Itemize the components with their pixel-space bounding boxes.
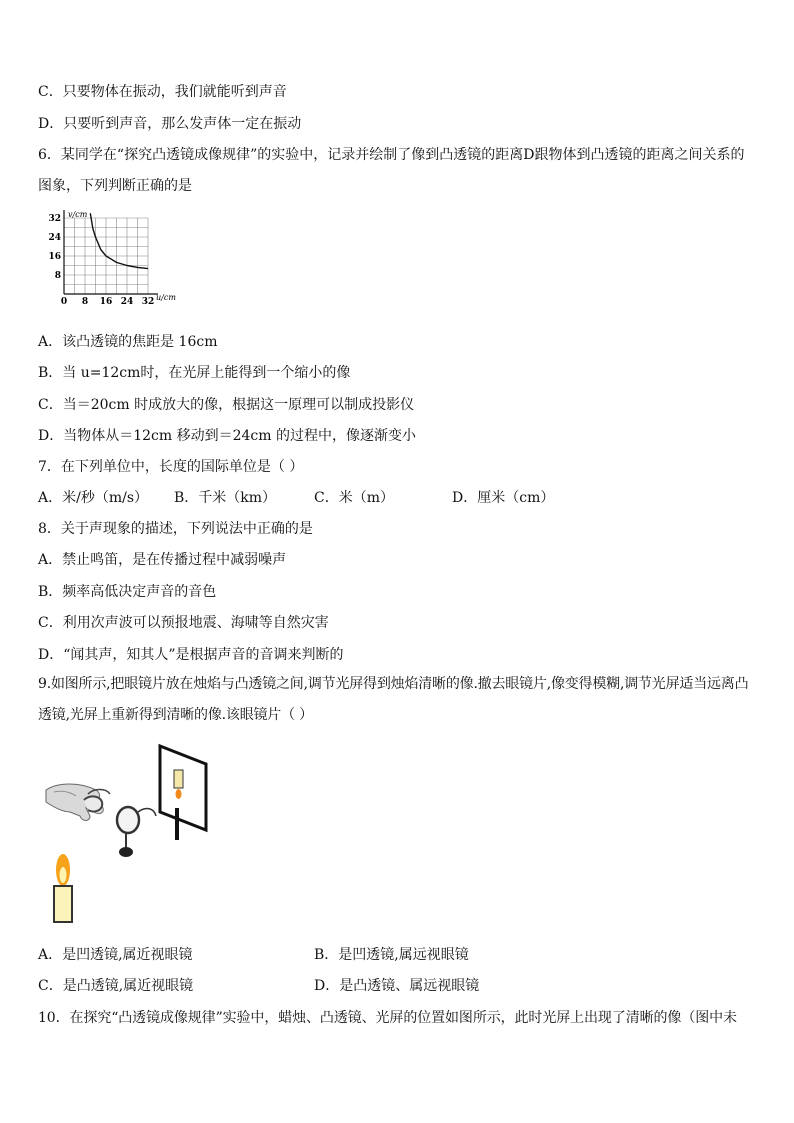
q7-options: [38, 489, 758, 507]
x-tick-label-24: 24: [120, 297, 134, 307]
q6-stem-line1: 6．某同学在“探究凸透镜成像规律”的实验中，记录并绘制了像到凸透镜的距离D跟物体到凸透镜的距离之间关系的: [38, 147, 745, 163]
q6-option-b: B．当 u=12cm时，在光屏上能得到一个缩小的像: [38, 365, 351, 381]
q8-option-a: A．禁止鸣笛，是在传播过程中减弱噪声: [38, 552, 287, 568]
q6-option-c: C．当＝20cm 时成放大的像，根据这一原理可以制成投影仪: [38, 397, 415, 413]
screen-image-candle: [174, 770, 183, 788]
y-tick-label-24: 24: [48, 233, 61, 243]
y-tick-label-8: 8: [54, 271, 61, 281]
q7-option-c: C．米（m）: [314, 490, 394, 506]
q7-stem: 7．在下列单位中，长度的国际单位是（ ）: [38, 459, 304, 475]
x-tick-label-8: 8: [81, 297, 89, 307]
q6-option-d: D．当物体从＝12cm 移动到＝24cm 的过程中，像逐渐变小: [38, 428, 416, 444]
q6-option-a: A．该凸透镜的焦距是 16cm: [38, 334, 218, 350]
x-tick-label-16: 16: [99, 297, 113, 307]
lens-stand-base: [119, 847, 133, 857]
option-c-prev: C．只要物体在振动，我们就能听到声音: [38, 84, 287, 100]
q9-option-a: A．是凹透镜,属近视眼镜: [38, 947, 193, 963]
q9-options-row2: [38, 977, 758, 995]
q9-option-b: B．是凹透镜,属远视眼镜: [314, 947, 469, 963]
q9-options-row1: [38, 946, 758, 964]
candle-icon: [54, 886, 72, 922]
y-tick-label-16: 16: [48, 252, 61, 262]
v-u-graph: [40, 208, 200, 320]
x-tick-label-32: 32: [141, 297, 155, 307]
x-tick-label-0: 0: [60, 297, 68, 307]
option-d-prev: D．只要听到声音，那么发声体一定在振动: [38, 116, 302, 132]
q7-option-d: D．厘米（cm）: [452, 490, 555, 506]
q9-option-d: D．是凸透镜、属远视眼镜: [314, 978, 480, 994]
q9-stem: 9.如图所示,把眼镜片放在烛焰与凸透镜之间,调节光屏得到烛焰清晰的像.撤去眼镜片,像变得模糊,调节光屏适当远离凸透镜,光屏上重新得到清晰的像.该眼镜片（ ）: [38, 676, 749, 723]
lens-experiment-illustration: [40, 742, 220, 927]
q7-option-a: A．米/秒（m/s）: [38, 490, 149, 506]
q10-stem: 10．在探究“凸透镜成像规律”实验中，蜡烛、凸透镜、光屏的位置如图所示，此时光屏上出现了清晰的像（图中未: [38, 1010, 737, 1026]
q6-stem: [38, 140, 758, 202]
series-line-v-u: [90, 213, 148, 268]
q6-stem-line2: 图象，下列判断正确的是: [38, 178, 192, 194]
q8-option-b: B．频率高低决定声音的音色: [38, 584, 217, 600]
q8-stem: 8．关于声现象的描述，下列说法中正确的是: [38, 521, 313, 537]
x-axis-label: u/cm: [156, 293, 176, 302]
q9-option-c: C．是凸透镜,属近视眼镜: [38, 978, 194, 994]
screen-image-flame: [176, 789, 182, 799]
q8-option-c: C．利用次声波可以预报地震、海啸等自然灾害: [38, 615, 329, 631]
y-tick-label-32: 32: [48, 214, 61, 224]
y-axis-label: v/cm: [68, 210, 88, 219]
q7-option-b: B．千米（km）: [174, 490, 277, 506]
q8-option-d: D．“闻其声，知其人”是根据声音的音调来判断的: [38, 647, 344, 663]
convex-lens-icon: [117, 807, 139, 833]
